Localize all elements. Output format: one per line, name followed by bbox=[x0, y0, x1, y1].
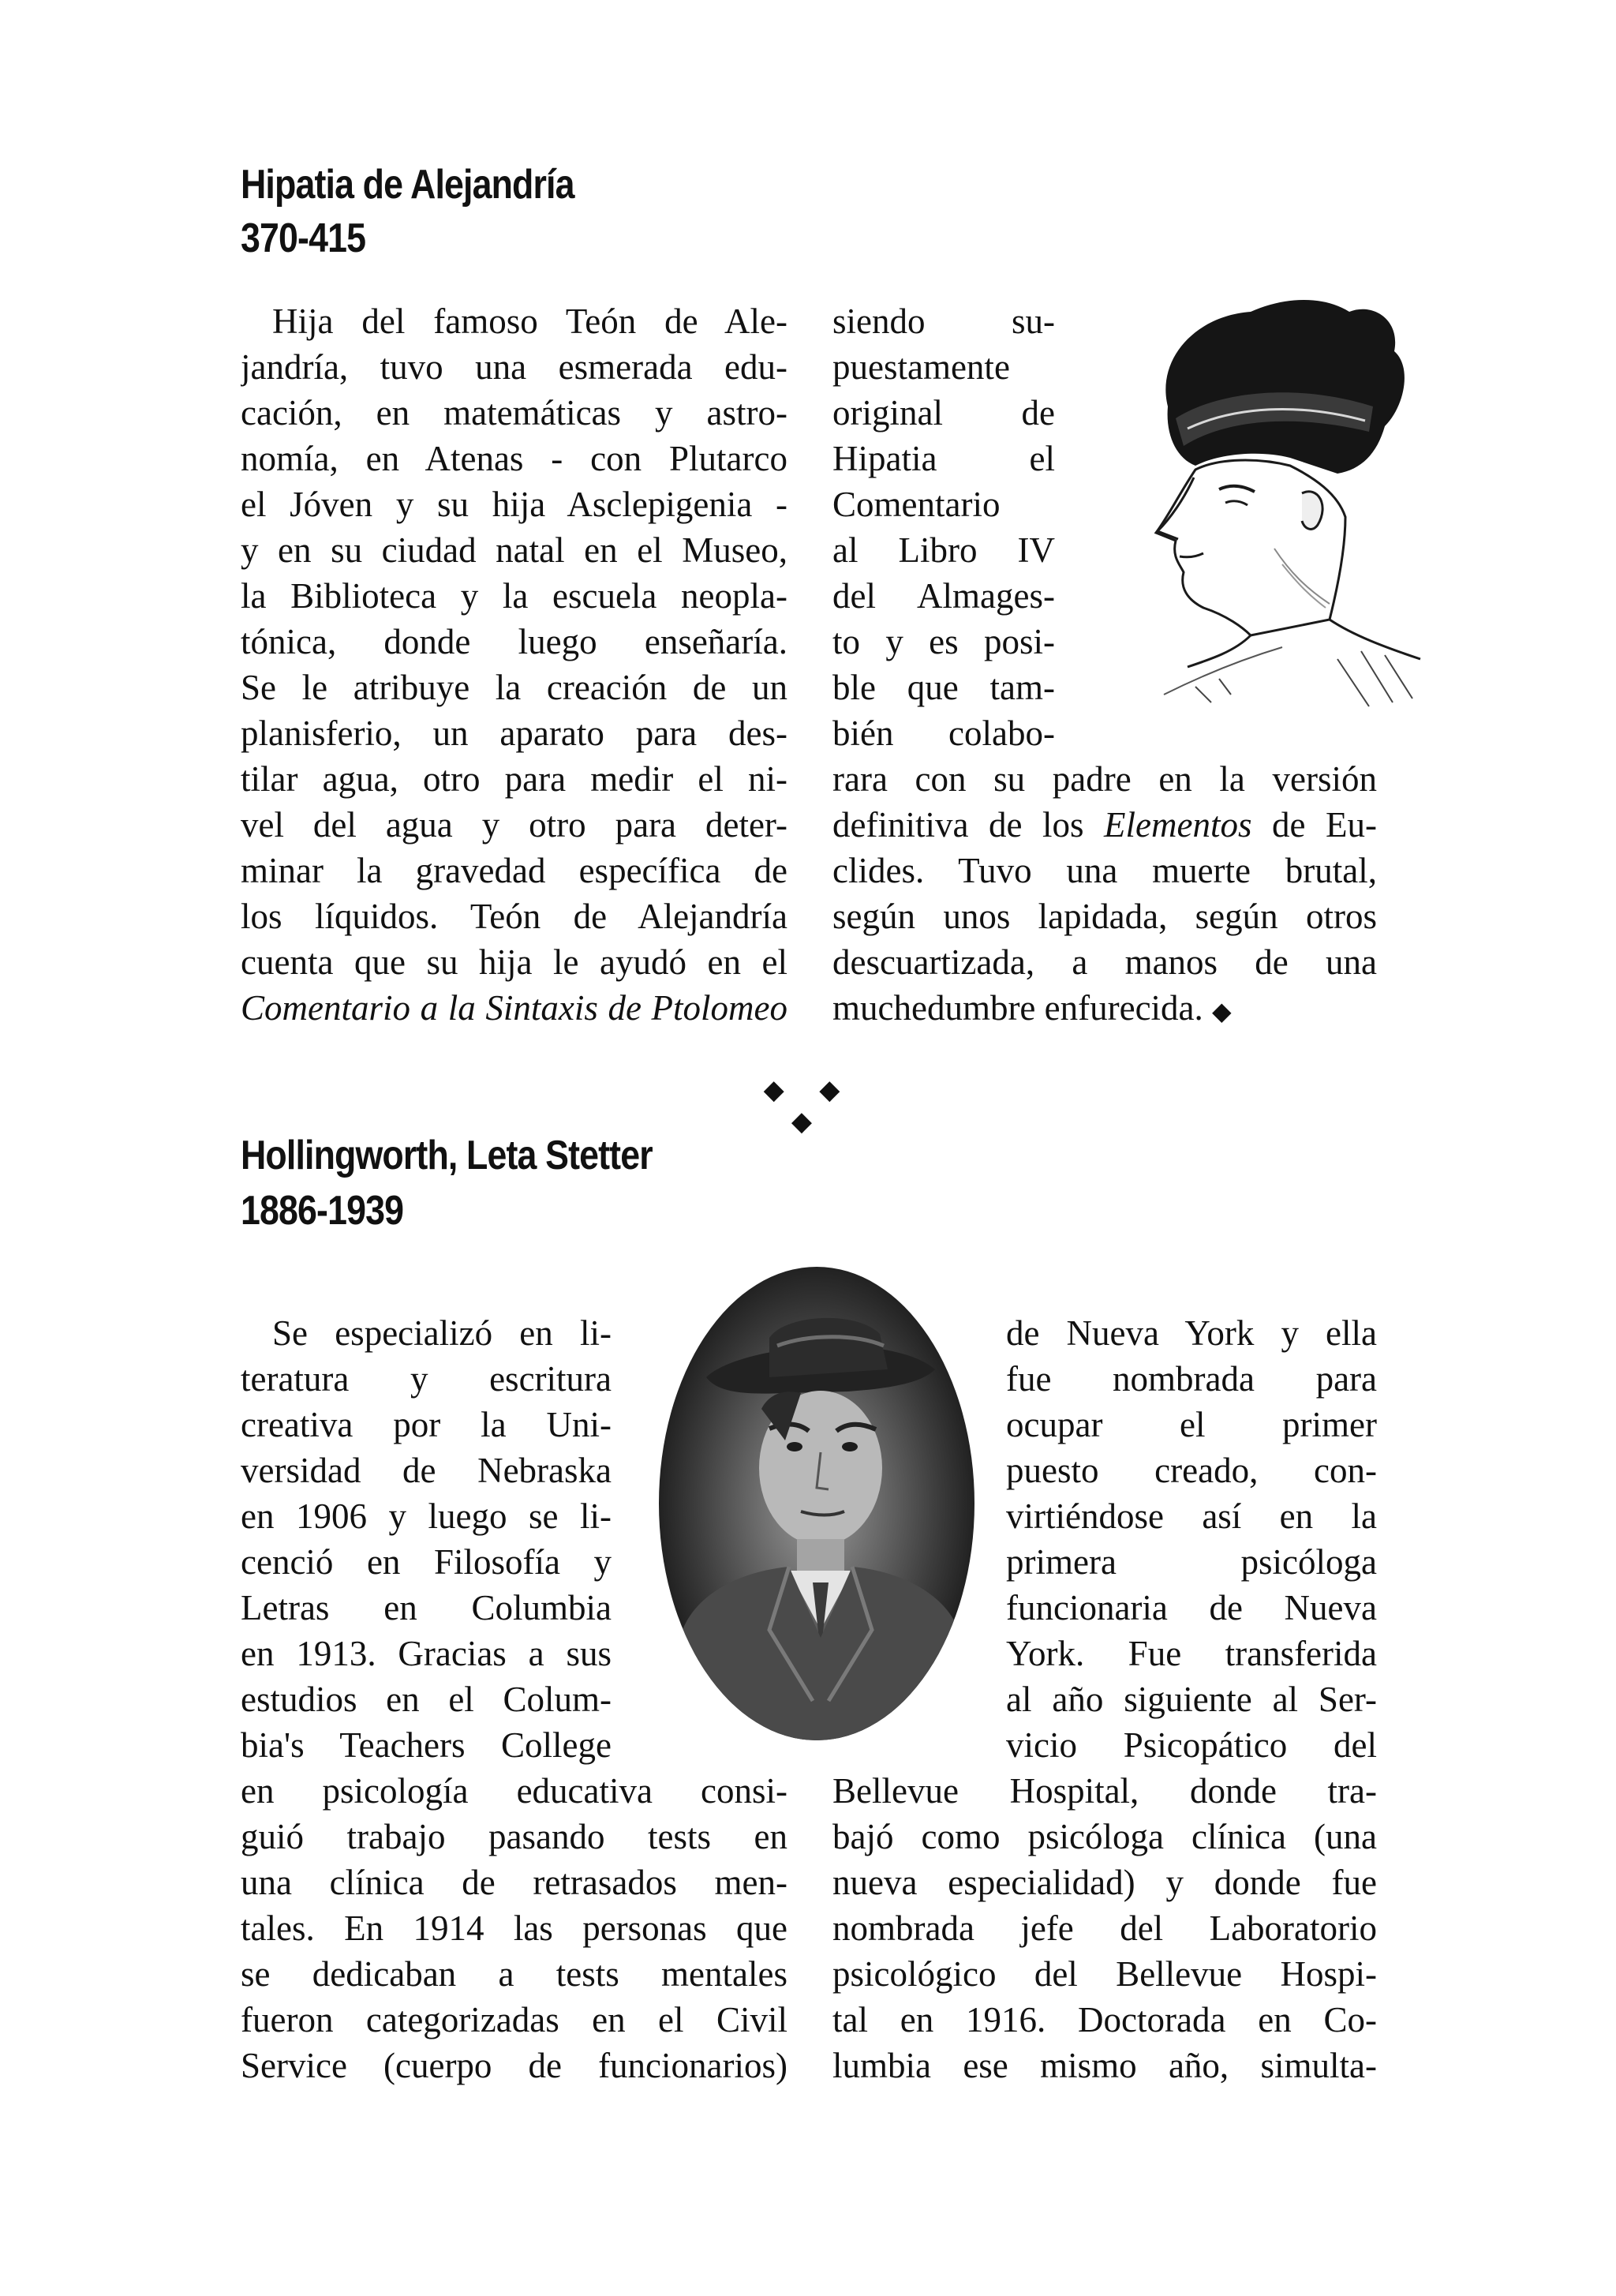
text-line: virtiéndose así en la bbox=[1006, 1496, 1377, 1536]
text-line: tónica, donde luego enseñaría. bbox=[241, 622, 787, 661]
text-line: en 1913. Gracias a sus bbox=[241, 1634, 612, 1673]
text-line-italic bbox=[241, 985, 787, 1031]
text-line: bia's Teachers College bbox=[241, 1725, 612, 1765]
text-line: cenció en Filosofía y bbox=[241, 1542, 612, 1582]
text-line: ble que tam- bbox=[832, 668, 1055, 707]
text-line: ocupar el primer bbox=[1006, 1405, 1377, 1444]
text-line: estudios en el Colum- bbox=[241, 1680, 612, 1719]
hollingworth-dates: 1886-1939 bbox=[241, 1188, 404, 1234]
text-line: tal en 1916. Doctorada en Co- bbox=[832, 2000, 1377, 2039]
text-line: funcionaria de Nueva bbox=[1006, 1588, 1377, 1627]
text-line: original de bbox=[832, 393, 1055, 433]
hollingworth-portrait bbox=[651, 1259, 982, 1748]
text-line: descuartizada, a manos de una bbox=[832, 942, 1377, 982]
hypatia-name: Hipatia de Alejandría bbox=[241, 162, 574, 208]
text-line: tilar agua, otro para medir el ni- bbox=[241, 759, 787, 799]
text-line: nombrada jefe del Laboratorio bbox=[832, 1908, 1377, 1948]
text-line: los líquidos. Teón de Alejandría bbox=[241, 897, 787, 936]
text-line: fueron categorizadas en el Civil bbox=[241, 2000, 787, 2039]
text-line: Se especializó en li- bbox=[272, 1313, 612, 1353]
text-line: en 1906 y luego se li- bbox=[241, 1496, 612, 1536]
text-segment: de Eu- bbox=[1251, 805, 1377, 845]
text-line: Hipatia el bbox=[832, 439, 1055, 478]
text-line: planisferio, un aparato para des- bbox=[241, 714, 787, 753]
text-line: siendo su- bbox=[832, 302, 1055, 341]
text-line: Se le atribuye la creación de un bbox=[241, 668, 787, 707]
text-line: al Libro IV bbox=[832, 530, 1055, 570]
text-line: del Almages- bbox=[832, 576, 1055, 616]
book-title: Elementos bbox=[1104, 805, 1252, 845]
text-line: to y es posi- bbox=[832, 622, 1055, 661]
text-line: vicio Psicopático del bbox=[1006, 1725, 1377, 1765]
text-line: clides. Tuvo una muerte brutal, bbox=[832, 851, 1377, 890]
text-line: nomía, en Atenas - con Plutarco bbox=[241, 439, 787, 478]
text-line: minar la gravedad específica de bbox=[241, 851, 787, 890]
hypatia-portrait-drawing bbox=[1101, 288, 1452, 718]
text-line: creativa por la Uni- bbox=[241, 1405, 612, 1444]
text-line: tales. En 1914 las personas que bbox=[241, 1908, 787, 1948]
text-line: Letras en Columbia bbox=[241, 1588, 612, 1627]
text-line: guió trabajo pasando tests en bbox=[241, 1817, 787, 1856]
text-line: y en su ciudad natal en el Museo, bbox=[241, 530, 787, 570]
hollingworth-portrait-drawing bbox=[651, 1259, 982, 1748]
text-line: se dedicaban a tests mentales bbox=[241, 1954, 787, 1994]
text-line: lumbia ese mismo año, simulta- bbox=[832, 2046, 1377, 2085]
text-line: nueva especialidad) y donde fue bbox=[832, 1863, 1377, 1902]
text-line: la Biblioteca y la escuela neopla- bbox=[241, 576, 787, 616]
text-line: en psicología educativa consi- bbox=[241, 1771, 787, 1811]
text-segment: muchedumbre enfurecida. bbox=[832, 988, 1203, 1028]
text-line: York. Fue transferida bbox=[1006, 1634, 1377, 1673]
text-line: Hija del famoso Teón de Ale- bbox=[272, 302, 787, 341]
text-segment: definitiva de los bbox=[832, 805, 1105, 845]
text-line: bién colabo- bbox=[832, 714, 1055, 753]
section-separator: ◆ ◆ ◆ bbox=[763, 1076, 855, 1137]
text-line: cuenta que su hija le ayudó en el bbox=[241, 942, 787, 982]
text-line: Bellevue Hospital, donde tra- bbox=[832, 1771, 1377, 1811]
hollingworth-name: Hollingworth, Leta Stetter bbox=[241, 1133, 653, 1178]
text-line: primera psicóloga bbox=[1006, 1542, 1377, 1582]
text-line: al año siguiente al Ser- bbox=[1006, 1680, 1377, 1719]
text-line bbox=[832, 985, 1377, 1031]
text-line: puesto creado, con- bbox=[1006, 1451, 1377, 1490]
text-line bbox=[832, 802, 1377, 848]
text-line: fue nombrada para bbox=[1006, 1359, 1377, 1399]
text-line: el Jóven y su hija Asclepigenia - bbox=[241, 485, 787, 524]
text-line: jandría, tuvo una esmerada edu- bbox=[241, 347, 787, 387]
text-line: versidad de Nebraska bbox=[241, 1451, 612, 1490]
end-mark-icon: ◆ bbox=[1212, 997, 1232, 1025]
text-line: psicológico del Bellevue Hospi- bbox=[832, 1954, 1377, 1994]
hypatia-dates: 370-415 bbox=[241, 215, 366, 261]
text-line: Comentario bbox=[832, 485, 1001, 524]
text-line: puestamente bbox=[832, 347, 1010, 387]
text-line: una clínica de retrasados men- bbox=[241, 1863, 787, 1902]
text-line: rara con su padre en la versión bbox=[832, 759, 1377, 799]
text-line: teratura y escritura bbox=[241, 1359, 612, 1399]
book-title: Comentario a la Sintaxis de Ptolomeo bbox=[241, 988, 787, 1028]
text-line: vel del agua y otro para deter- bbox=[241, 805, 787, 845]
text-line: de Nueva York y ella bbox=[1006, 1313, 1377, 1353]
text-line: bajó como psicóloga clínica (una bbox=[832, 1817, 1377, 1856]
hypatia-portrait bbox=[1101, 288, 1452, 718]
text-line: cación, en matemáticas y astro- bbox=[241, 393, 787, 433]
text-line: según unos lapidada, según otros bbox=[832, 897, 1377, 936]
text-line: Service (cuerpo de funcionarios) bbox=[241, 2046, 787, 2085]
